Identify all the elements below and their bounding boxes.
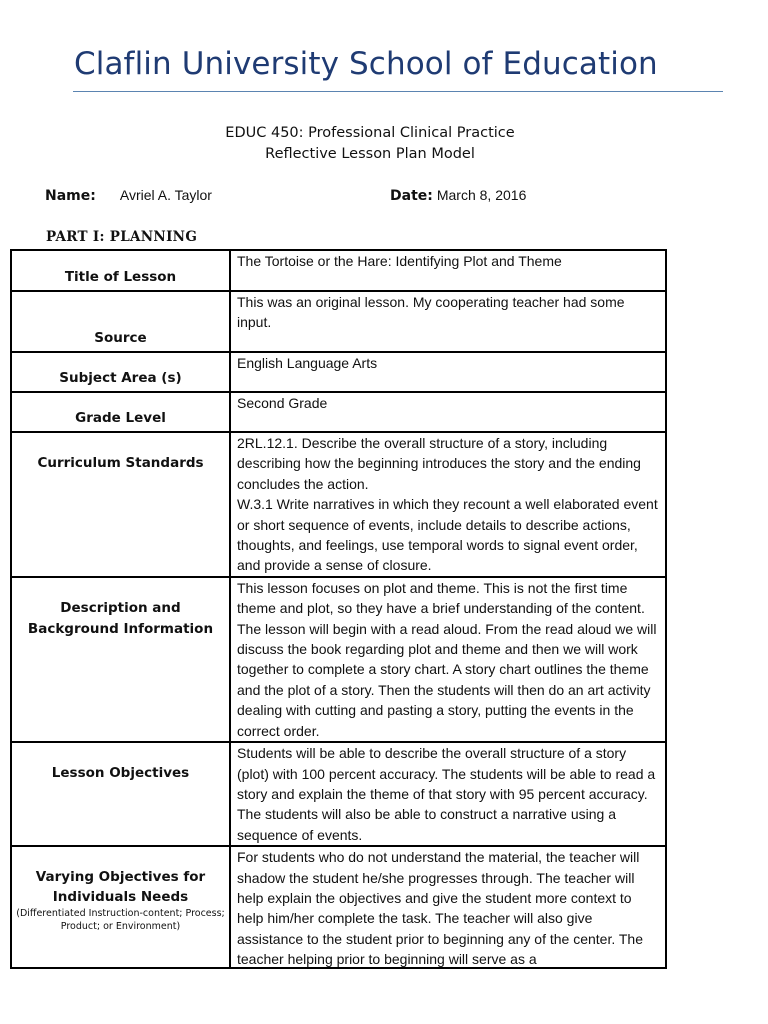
name-value: Avriel A. Taylor — [119, 187, 212, 203]
table-row — [11, 291, 666, 352]
row-label: Description and Background Information — [11, 577, 230, 742]
row-value: English Language Arts — [230, 352, 666, 392]
standard-line: W.3.1 Write narratives in which they recount a well elaborated event or short sequence of events, include details to describe actions, thoughts, and feelings, use temporal words to signal event order, and provide a sense of closure. — [237, 496, 658, 574]
row-label-note: (Differentiated Instruction-content; Process; Product; or Environment) — [16, 908, 225, 933]
model-title: Reflective Lesson Plan Model — [265, 146, 475, 162]
date-value: March 8, 2016 — [436, 187, 527, 203]
row-label — [11, 846, 230, 968]
row-label: Subject Area (s) — [11, 352, 230, 392]
row-label: Source — [11, 291, 230, 352]
row-label: Grade Level — [11, 392, 230, 432]
row-value: Second Grade — [230, 392, 666, 432]
row-value — [230, 846, 666, 968]
date-field — [390, 187, 526, 204]
row-label: Title of Lesson — [11, 250, 230, 291]
row-value-text: For students who do not understand the material, the teacher will shadow the student he/she progresses through. The teacher will help explain the objectives and give the student more context to help him/her complete the task. The teacher will also give assistance to the student prior to beginning any of the center. The teacher helping prior to beginning will serve as a — [237, 849, 644, 968]
header-divider — [73, 91, 723, 92]
table-row — [11, 846, 666, 968]
name-field — [45, 187, 212, 204]
standard-line: 2RL.12.1. Describe the overall structure of a story, including describing how the beginning introduces the story and the ending concludes the action. — [237, 435, 641, 492]
row-value: This lesson focuses on plot and theme. This is not the first time theme and plot, so they have a brief understanding of the content. The lesson will begin with a read aloud. From the read aloud we will discuss the book regarding plot and theme and then we will work together to complete a story chart. A story chart outlines the theme and the plot of a story. Then the students will then do an art activity dealing with cutting and pasting a story, putting the events in the correct order. — [230, 577, 666, 742]
row-label-text: Varying Objectives for Individuals Needs — [35, 869, 206, 906]
row-value — [230, 432, 666, 577]
row-label: Curriculum Standards — [11, 432, 230, 577]
row-label: Lesson Objectives — [11, 742, 230, 846]
row-value: Students will be able to describe the overall structure of a story (plot) with 100 percent accuracy. The students will be able to read a story and explain the theme of that story with 95 percent accuracy. The students will also be able to construct a narrative using a sequence of events. — [230, 742, 666, 846]
row-value: The Tortoise or the Hare: Identifying Plot and Theme — [230, 250, 666, 291]
table-row — [11, 742, 666, 846]
row-value: This was an original lesson. My cooperating teacher had some input. — [230, 291, 666, 352]
course-title: EDUC 450: Professional Clinical Practice — [225, 125, 515, 141]
table-row — [11, 250, 666, 291]
table-row — [11, 577, 666, 742]
table-row — [11, 432, 666, 577]
table-row — [11, 392, 666, 432]
table-row — [11, 352, 666, 392]
lesson-plan-table — [10, 249, 667, 969]
part-heading: PART I: PLANNING — [46, 229, 198, 245]
institution-title: Claflin University School of Education — [74, 46, 658, 82]
name-label: Name: — [45, 188, 96, 204]
date-label: Date: — [390, 188, 433, 204]
